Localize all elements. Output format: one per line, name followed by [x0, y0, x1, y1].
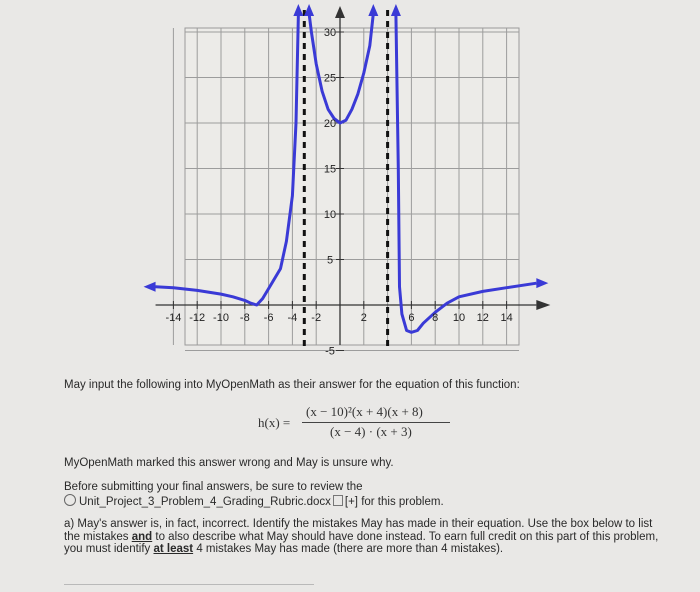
- x-tick-label: -2: [311, 312, 322, 324]
- answer-box-top[interactable]: [64, 584, 314, 585]
- external-document-icon[interactable]: [333, 495, 343, 506]
- part-a-text-3: 4 mistakes May has made (there are more than 4 mistakes).: [193, 543, 504, 555]
- x-tick-label: 6: [408, 312, 415, 324]
- y-tick-label: 10: [323, 209, 337, 221]
- part-a-instructions: [64, 518, 664, 556]
- part-a-and: and: [131, 530, 153, 543]
- y-tick-label: -5: [325, 345, 335, 358]
- x-tick-label: 14: [500, 312, 513, 324]
- rubric-line: [64, 494, 444, 509]
- curve-arrow-right: [536, 278, 548, 288]
- part-a-text-2: to also describe what May should have done instead. To earn full credit on this part of this problem, you must identify: [64, 530, 659, 555]
- y-axis-arrow: [335, 6, 345, 18]
- curve-arrow-up: [368, 4, 378, 16]
- fraction-bar: [302, 422, 450, 423]
- paperclip-icon: [64, 494, 76, 506]
- x-tick-label: -10: [213, 312, 229, 324]
- curve-arrow-left: [144, 282, 156, 292]
- x-tick-label: -12: [189, 312, 206, 324]
- equation-numerator: (x − 10)²(x + 4)(x + 8): [306, 404, 423, 419]
- x-tick-label: -6: [263, 312, 274, 324]
- x-axis-arrow: [536, 300, 550, 310]
- review-text: Before submitting your final answers, be sure to review the: [64, 481, 363, 493]
- rubric-suffix: for this problem.: [361, 496, 444, 508]
- x-tick-label: -8: [239, 312, 250, 324]
- x-tick-label: -14: [165, 312, 182, 324]
- equation-lhs: h(x) =: [258, 415, 291, 430]
- y-tick-label: 25: [323, 72, 337, 85]
- grid-lines: [173, 28, 519, 351]
- y-tick-label: 20: [323, 118, 337, 130]
- intro-text: May input the following into MyOpenMath as their answer for the equation of this function:: [64, 379, 520, 391]
- y-tick-label: 15: [323, 163, 337, 176]
- part-a-at-least: at least: [153, 543, 194, 555]
- part-a-text-1: a) May's answer is, in fact, incorrect. Identify the mistakes May has made in their equation. Use the box below to list the mistakes: [64, 518, 653, 543]
- x-tick-label: -4: [287, 312, 298, 324]
- x-tick-label: 10: [452, 312, 466, 324]
- x-tick-label: 12: [476, 312, 489, 324]
- rubric-link[interactable]: Unit_Project_3_Problem_4_Grading_Rubric.docx: [79, 496, 331, 508]
- expand-button[interactable]: [+]: [344, 496, 358, 508]
- y-tick-label: 5: [326, 254, 334, 267]
- curve-arrow-up: [391, 4, 401, 16]
- y-tick-label: 30: [323, 27, 337, 39]
- marked-wrong-text: MyOpenMath marked this answer wrong and May is unsure why.: [64, 457, 394, 469]
- equation-denominator: (x − 4) · (x + 3): [330, 424, 412, 439]
- curve-arrow-up: [293, 4, 303, 16]
- x-tick-label: 2: [360, 312, 367, 324]
- x-tick-label: 8: [432, 312, 439, 324]
